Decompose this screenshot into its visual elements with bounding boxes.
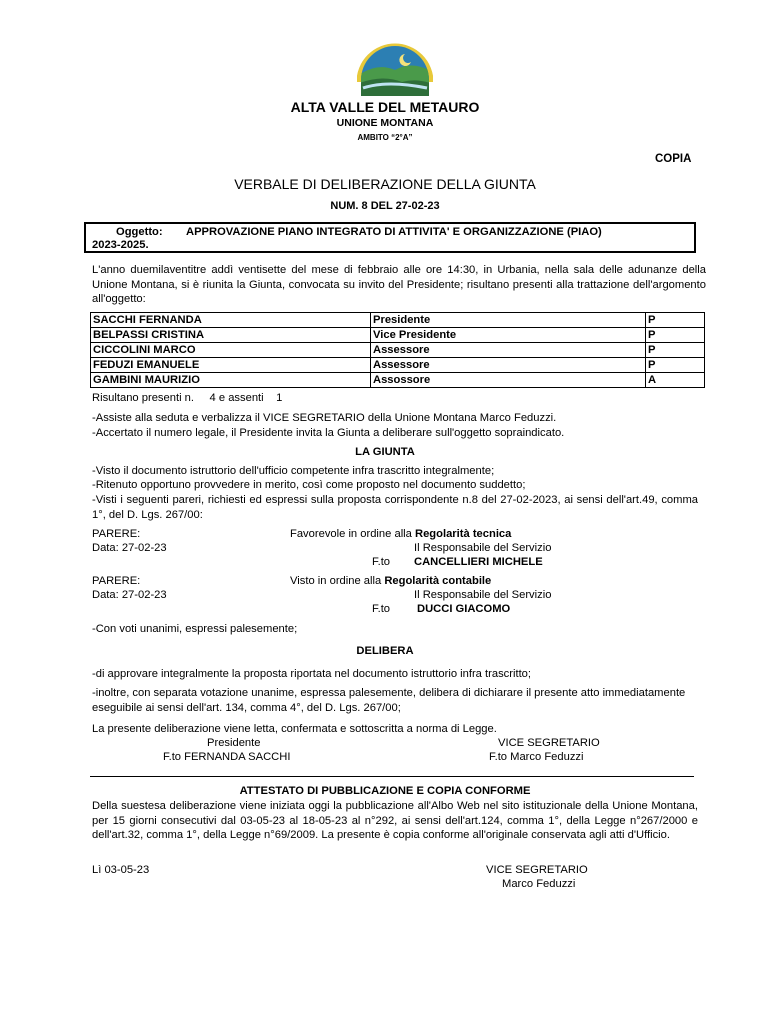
oggetto-box [84, 222, 696, 253]
attendee-name: GAMBINI MAURIZIO [91, 373, 371, 388]
visti-paragraph: -Visti i seguenti pareri, richiesti ed espressi sulla proposta corrispondente n.8 del 27-02-2023, ai sensi dell'art.49, comma 1°, del D. Lgs. 267/00: [92, 494, 698, 521]
attendee-row [91, 358, 705, 373]
attendee-status: P [646, 343, 705, 358]
delibera-heading: DELIBERA [356, 645, 414, 657]
attendee-role: Assessore [371, 358, 646, 373]
attendee-role: Presidente [371, 313, 646, 328]
attendee-status: P [646, 328, 705, 343]
president-title: Presidente [207, 737, 261, 749]
attendee-role: Vice Presidente [371, 328, 646, 343]
attendee-status: P [646, 358, 705, 373]
attestato-paragraph: Della suestesa deliberazione viene iniziata oggi la pubblicazione all'Albo Web nel sito istituzionale della Unione Montana, per 15 giorni consecutivi dal 03-05-23 al 18-05-23 al n°292, ai sensi dell'art.124, comma 1°, della Legge n°267/2000 e dell'art.32, comma 1°, della Legge n°69/2009. La presente è copia conforme all'originale conservata agli atti d'Ufficio. [92, 800, 698, 841]
attestato-heading: ATTESTATO DI PUBBLICAZIONE E COPIA CONFORME [239, 785, 531, 797]
presence-count: Risultano presenti n. 4 e assenti 1 [92, 392, 283, 404]
parere2-date: Data: 27-02-23 [92, 589, 167, 601]
parere1-desc: Favorevole in ordine alla Regolarità tecnica [290, 528, 512, 540]
parere2-signer: DUCCI GIACOMO [417, 603, 511, 615]
intro-paragraph: L'anno duemilaventitre addì ventisette del mese di febbraio alle ore 14:30, in Urbania, nella sala delle adunanze della Unione Montana, si è riunita la Giunta, convocata su invito del Presidente; risultano presenti alla trattazione dell'argomento all'oggetto: [92, 264, 706, 305]
org-subtitle: UNIONE MONTANA [336, 117, 434, 129]
attendee-row [91, 328, 705, 343]
president-signature: F.to FERNANDA SACCHI [163, 751, 291, 763]
parere1-signer: CANCELLIERI MICHELE [414, 556, 543, 568]
oggetto-text-cont: 2023-2025. [92, 239, 149, 251]
attendee-name: FEDUZI EMANUELE [91, 358, 371, 373]
parere1-date: Data: 27-02-23 [92, 542, 167, 554]
org-name: ALTA VALLE DEL METAURO [290, 99, 480, 115]
divider-line [90, 776, 694, 777]
attendee-row [91, 373, 705, 388]
parere1-label: PARERE: [92, 528, 141, 540]
ritenuto-line: -Ritenuto opportuno provvedere in merito, così come proposto nel documento suddetto; [92, 479, 526, 491]
attestato-vs-name: Marco Feduzzi [502, 878, 576, 890]
parere2-desc: Visto in ordine alla Regolarità contabile [290, 575, 492, 587]
attendee-name: CICCOLINI MARCO [91, 343, 371, 358]
attendee-name: BELPASSI CRISTINA [91, 328, 371, 343]
inoltre-paragraph: -inoltre, con separata votazione unanime, espressa palesemente, delibera di dichiarare il presente atto immediatamente eseguibile ai sensi dell'art. 134, comma 4°, del D. Lgs. 267/00; [92, 687, 686, 714]
oggetto-text: APPROVAZIONE PIANO INTEGRATO DI ATTIVITA' E ORGANIZZAZIONE (PIAO) [186, 226, 602, 238]
attendee-role: Assossore [371, 373, 646, 388]
delibera-number: NUM. 8 DEL 27-02-23 [330, 200, 440, 212]
attendee-status: A [646, 373, 705, 388]
attestato-vs-title: VICE SEGRETARIO [486, 864, 588, 876]
parere2-label: PARERE: [92, 575, 141, 587]
approvare-line: -di approvare integralmente la proposta riportata nel documento istruttorio infra trascritto; [92, 668, 532, 680]
attendance-table [90, 312, 705, 388]
parere1-fto: F.to [372, 556, 391, 568]
la-giunta-heading: LA GIUNTA [355, 446, 415, 458]
parere2-fto: F.to [372, 603, 391, 615]
vice-secretary-signature: F.to Marco Feduzzi [489, 751, 584, 763]
assiste-line: -Assiste alla seduta e verbalizza il VICE SEGRETARIO della Unione Montana Marco Feduzzi. [92, 412, 557, 424]
attendee-status: P [646, 313, 705, 328]
parere2-responsible: Il Responsabile del Servizio [414, 589, 552, 601]
oggetto-label: Oggetto: [116, 226, 163, 238]
con-voti-line: -Con voti unanimi, espressi palesemente; [92, 623, 298, 635]
copia-label: COPIA [655, 153, 692, 165]
attendee-role: Assessore [371, 343, 646, 358]
parere1-responsible: Il Responsabile del Servizio [414, 542, 552, 554]
document-title: VERBALE DI DELIBERAZIONE DELLA GIUNTA [234, 176, 536, 192]
letta-line: La presente deliberazione viene letta, confermata e sottoscritta a norma di Legge. [92, 723, 497, 735]
vice-secretary-title: VICE SEGRETARIO [498, 737, 600, 749]
union-logo [357, 40, 433, 96]
attendee-row [91, 313, 705, 328]
attendee-name: SACCHI FERNANDA [91, 313, 371, 328]
visto-line: -Visto il documento istruttorio dell'ufficio competente infra trascritto integralmente; [92, 465, 495, 477]
accertato-line: -Accertato il numero legale, il Presidente invita la Giunta a deliberare sull'oggetto sopraindicato. [92, 427, 565, 439]
attendee-row [91, 343, 705, 358]
ambito: AMBITO “2°A” [357, 133, 413, 142]
publication-date: Lì 03-05-23 [92, 864, 150, 876]
